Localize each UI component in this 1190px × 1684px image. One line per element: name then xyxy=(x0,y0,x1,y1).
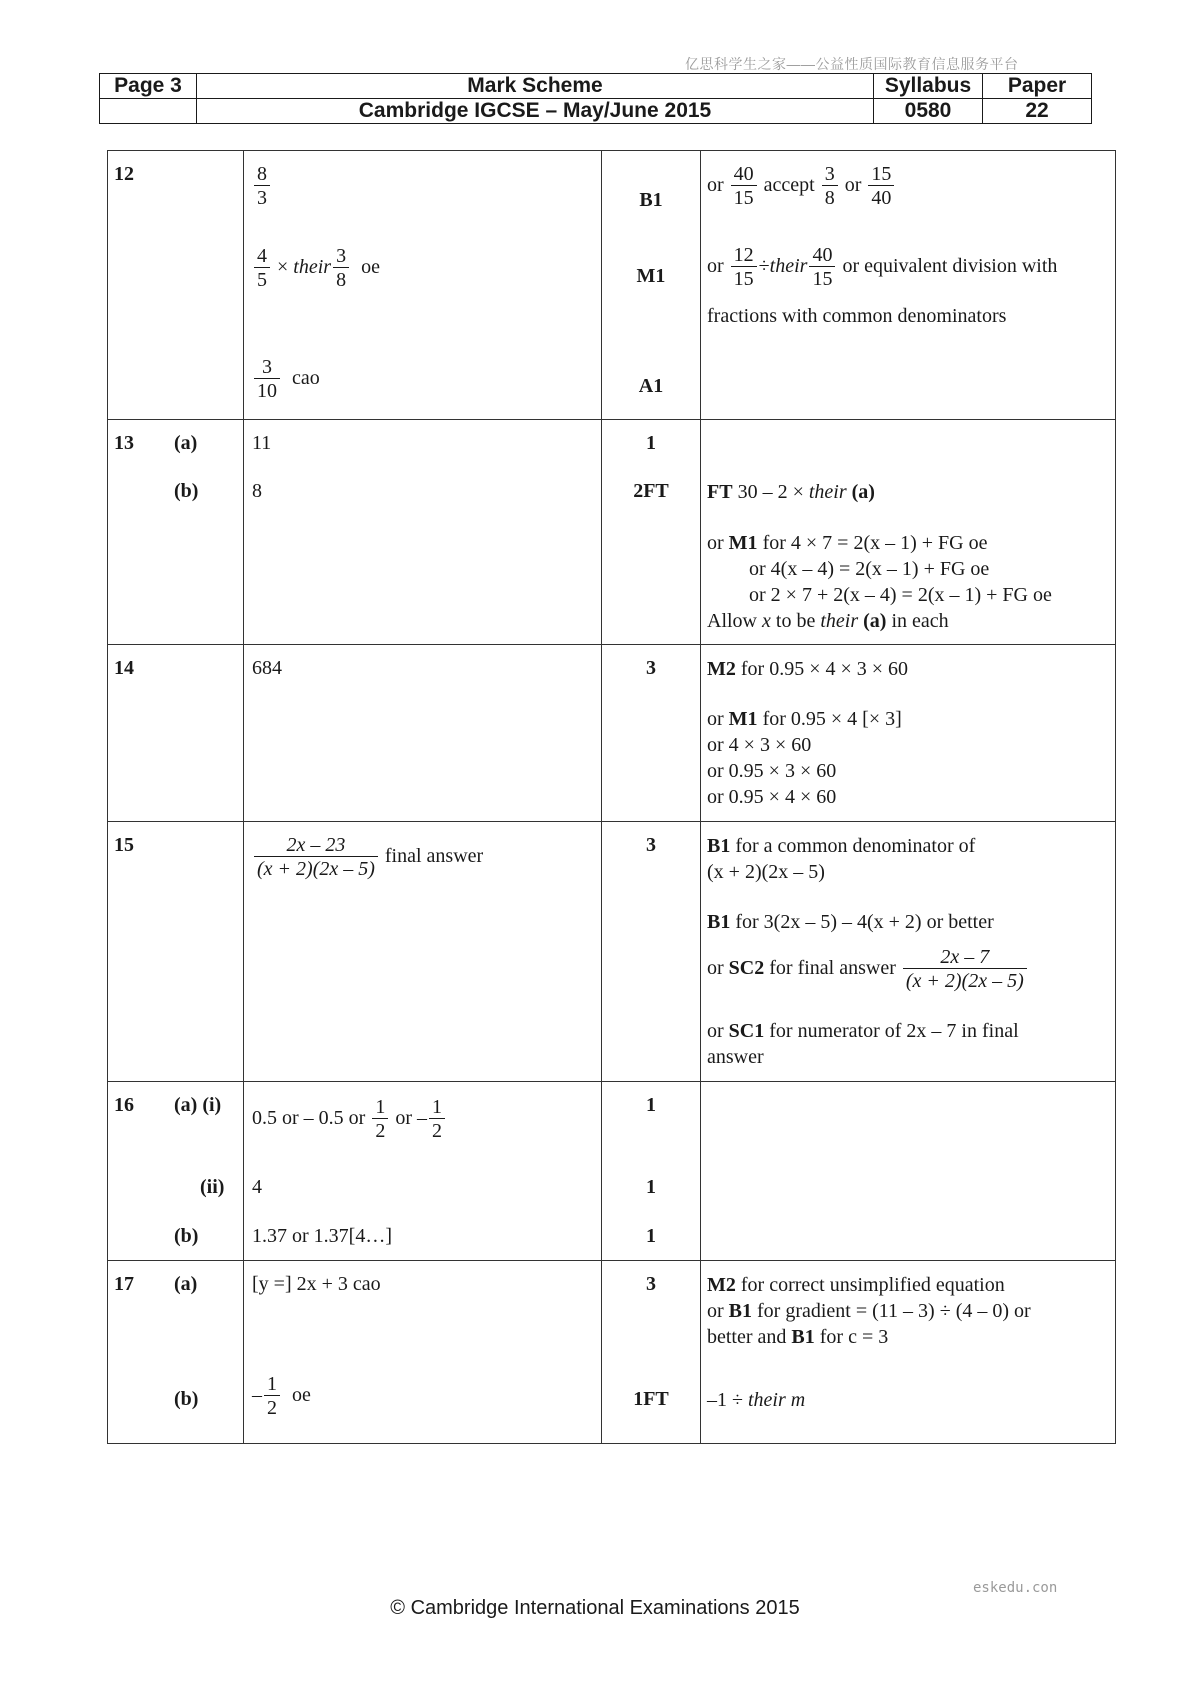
guidance-note: M2 for correct unsimplified equation xyxy=(707,1274,1005,1296)
mark: 2FT xyxy=(633,480,669,502)
mark-b1: B1 xyxy=(639,189,663,211)
mark-m1: M1 xyxy=(636,265,666,287)
guidance-note: or 2 × 7 + 2(x – 4) = 2(x – 1) + FG oe xyxy=(749,584,1052,606)
header-empty-cell xyxy=(100,99,197,124)
answer: [y =] 2x + 3 cao xyxy=(252,1273,381,1295)
part-label: (a) xyxy=(174,432,198,454)
answer: – $\frac{1}{2}$ oe xyxy=(252,1373,311,1419)
guidance-note: better and B1 for c = 3 xyxy=(707,1326,889,1348)
part-label: (b) xyxy=(174,480,199,502)
part-label: (a) xyxy=(174,1273,198,1295)
guidance-note: or 4(x – 4) = 2(x – 1) + FG oe xyxy=(749,558,990,580)
answer: 4 xyxy=(252,1176,262,1198)
guidance-note: B1 for 3(2x – 5) – 4(x + 2) or better xyxy=(707,911,994,933)
question-number: 14 xyxy=(114,657,134,679)
guidance-note: (x + 2)(2x – 5) xyxy=(707,861,825,883)
table-row-q13 xyxy=(108,420,1116,645)
page-label: Page 3 xyxy=(100,74,197,99)
part-label: (b) xyxy=(174,1388,199,1410)
mark-scheme-table xyxy=(107,150,1116,1444)
paper-number: 22 xyxy=(983,99,1092,124)
header-table xyxy=(99,73,1092,124)
answer: 684 xyxy=(252,657,282,679)
guidance-note: or $\frac{12}{15}$ ÷their $\frac{40}{15}$ or equivalent division with xyxy=(707,244,1058,290)
table-row-q12 xyxy=(108,151,1116,420)
exam-subtitle: Cambridge IGCSE – May/June 2015 xyxy=(197,99,874,124)
answer: 11 xyxy=(252,432,272,454)
answer-final: $\frac{3}{10}$ cao xyxy=(252,356,320,403)
guidance-note: Allow x to be their (a) in each xyxy=(707,610,949,632)
mark: 3 xyxy=(646,657,656,679)
part-label: (a) (i) xyxy=(174,1094,222,1116)
guidance-note: –1 ÷ their m xyxy=(707,1389,806,1411)
paper-label: Paper xyxy=(983,74,1092,99)
table-row-q14 xyxy=(108,645,1116,822)
table-row-q16 xyxy=(108,1082,1116,1261)
mark: 3 xyxy=(646,834,656,856)
question-number: 17 xyxy=(114,1273,134,1295)
answer: 0.5 or – 0.5 or $\frac{1}{2}$ or – $\frac{1}{2}$ xyxy=(252,1096,447,1143)
guidance-note: or SC2 for final answer $\frac{2x - 7}{(x + 2)(2x - 5)}$ xyxy=(707,946,1029,993)
guidance-note: fractions with common denominators xyxy=(707,305,1007,327)
answer-expression: $\frac{4}{5}$ × their $\frac{3}{8}$ oe xyxy=(252,245,380,292)
answer-fraction: $\frac{2x - 23}{(x + 2)(2x - 5)}$ final answer xyxy=(252,834,483,881)
watermark-top: 亿思科学生之家——公益性质国际教育信息服务平台 xyxy=(685,56,1019,72)
mark: 1 xyxy=(646,432,656,454)
mark: 1 xyxy=(646,1094,656,1116)
mark: 3 xyxy=(646,1273,656,1295)
mark-a1: A1 xyxy=(638,375,664,397)
page-title: Mark Scheme xyxy=(197,74,874,99)
guidance-note: or B1 for gradient = (11 – 3) ÷ (4 – 0) or xyxy=(707,1300,1031,1322)
guidance-note: or 0.95 × 3 × 60 xyxy=(707,760,837,782)
guidance-note: M2 for 0.95 × 4 × 3 × 60 xyxy=(707,658,909,680)
guidance-note: answer xyxy=(707,1046,764,1068)
copyright-footer: © Cambridge International Examinations 2015 xyxy=(390,1597,800,1619)
table-row-q17 xyxy=(108,1261,1116,1444)
answer: 1.37 or 1.37[4…] xyxy=(252,1225,392,1247)
guidance-note: or $\frac{40}{15}$ accept $\frac{3}{8}$ or $\frac{15}{40}$ xyxy=(707,163,896,210)
mark: 1 xyxy=(646,1225,656,1247)
mark: 1FT xyxy=(633,1388,669,1410)
guidance-note: or M1 for 4 × 7 = 2(x – 1) + FG oe xyxy=(707,532,988,554)
guidance-note: or SC1 for numerator of 2x – 7 in final xyxy=(707,1020,1019,1042)
question-number: 16 xyxy=(114,1094,134,1116)
watermark-bottom: eskedu.con xyxy=(973,1580,1058,1596)
guidance-note: or M1 for 0.95 × 4 [× 3] xyxy=(707,708,902,730)
answer-fraction: $\frac{8}{3}$ xyxy=(252,163,272,210)
syllabus-code: 0580 xyxy=(874,99,983,124)
guidance-note: FT 30 – 2 × their (a) xyxy=(707,481,875,503)
question-number: 15 xyxy=(114,834,134,856)
guidance-note: or 0.95 × 4 × 60 xyxy=(707,786,837,808)
table-row-q15 xyxy=(108,822,1116,1082)
part-label: (ii) xyxy=(200,1176,225,1198)
syllabus-label: Syllabus xyxy=(874,74,983,99)
guidance-note: B1 for a common denominator of xyxy=(707,835,976,857)
guidance-note: or 4 × 3 × 60 xyxy=(707,734,812,756)
mark: 1 xyxy=(646,1176,656,1198)
part-label: (b) xyxy=(174,1225,199,1247)
question-number: 12 xyxy=(114,163,134,185)
answer: 8 xyxy=(252,480,262,502)
question-number: 13 xyxy=(114,432,134,454)
